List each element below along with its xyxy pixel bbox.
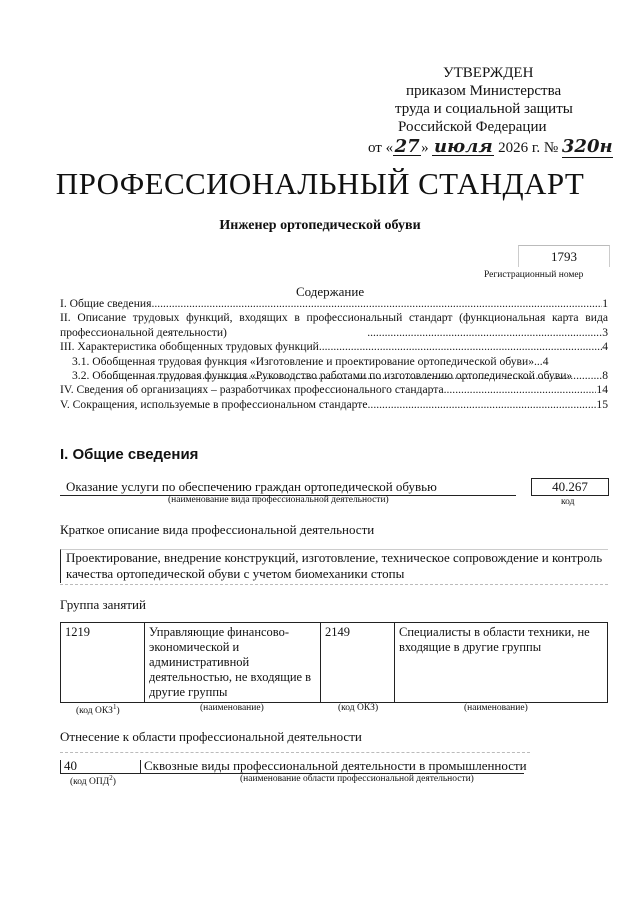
activity-code: 40.267 — [531, 478, 609, 496]
table-of-contents — [60, 297, 608, 412]
code-caption: код — [561, 497, 575, 507]
toc-item-label: IV. Сведения об организациях – разработчиках профессионального стандарта — [60, 383, 444, 397]
okz-name-caption-1: (наименование) — [200, 703, 264, 713]
order-number: 320н — [561, 136, 613, 157]
toc-item-5 — [60, 398, 608, 412]
date-year: 2026 г. № — [498, 140, 559, 156]
date-month: июля — [434, 136, 493, 157]
toc-item-4 — [60, 383, 608, 397]
toc-item-label: V. Сокращения, используемые в профессиональном стандарте — [60, 397, 368, 411]
area-name-caption: (наименование области профессиональной деятельности) — [240, 774, 474, 784]
registration-label: Регистрационный номер — [484, 270, 584, 280]
brief-description-box — [60, 549, 608, 583]
table-row — [61, 623, 608, 703]
date-prefix: от « — [368, 140, 394, 156]
toc-item-label: 3.1. Обобщенная трудовая функция «Изготовление и проектирование ортопедической обуви» — [72, 354, 534, 368]
approved-label: УТВЕРЖДЕН — [443, 65, 534, 81]
toc-item-3-1: 3.1. Обобщенная трудовая функция «Изготовление и проектирование ортопедической обуви» ... 4 — [72, 354, 549, 368]
okz-name-caption-2: (наименование) — [464, 703, 528, 713]
group-title: Группа занятий — [60, 597, 146, 612]
activity-caption: (наименование вида профессиональной деятельности) — [168, 495, 389, 505]
area-name: Сквозные виды профессиональной деятельности в промышленности — [144, 758, 527, 773]
toc-item-label: I. Общие сведения — [60, 297, 152, 310]
toc-item-page: 1 — [602, 297, 608, 310]
okz-code-1: 1219 — [61, 623, 145, 703]
area-title: Отнесение к области профессиональной деятельности — [60, 729, 362, 744]
toc-item-3 — [60, 340, 608, 354]
area-code: 40 — [64, 758, 77, 773]
approval-date-line — [368, 138, 613, 158]
activity-name: Оказание услуги по обеспечению граждан ортопедической обувью — [66, 479, 437, 494]
toc-item-page: 15 — [596, 397, 608, 411]
toc-item-1 — [60, 297, 608, 311]
toc-item-page: 3 — [602, 325, 608, 339]
okz-code-caption-1: (код ОКЗ$^1$) — [76, 703, 120, 717]
approval-line-3: Российской Федерации — [398, 119, 547, 135]
okz-code-2: 2149 — [321, 623, 395, 703]
toc-item-page: 8 — [602, 369, 608, 383]
registration-number: 1793 — [518, 245, 610, 267]
okz-code-caption-2: (код ОКЗ) — [338, 703, 379, 713]
toc-item-label: III. Характеристика обобщенных трудовых функций — [60, 340, 319, 354]
brief-description-title: Краткое описание вида профессиональной деятельности — [60, 522, 375, 537]
standard-subtitle: Инженер ортопедической обуви — [219, 218, 421, 233]
approval-line-1: приказом Министерства — [406, 83, 562, 99]
toc-item-page: 14 — [596, 383, 608, 397]
section-heading: I. Общие сведения — [60, 446, 199, 463]
okz-name-2: Специалисты в области техники, не входящие в другие группы — [395, 623, 608, 703]
approval-line-2: труда и социальной защиты — [395, 101, 573, 117]
toc-title: Содержание — [296, 284, 365, 299]
toc-item-label: II. Описание трудовых функций, входящих в профессиональный стандарт (функциональная карта вида профессиональной деятельности) — [60, 311, 608, 339]
toc-item-page: 4 — [542, 354, 549, 368]
occupation-group-table — [60, 622, 608, 703]
okz-name-1: Управляющие финансово-экономической и административной деятельностью, не входящие в другие группы — [145, 623, 321, 703]
area-code-caption: (код ОПД$^2$) — [70, 774, 116, 788]
document-title: ПРОФЕССИОНАЛЬНЫЙ СТАНДАРТ — [55, 166, 585, 201]
date-mid: » — [421, 140, 429, 156]
brief-description-text: Проектирование, внедрение конструкций, изготовление, техническое сопровождение и контроль качества ортопедической обуви с учетом биомеханики стопы — [66, 550, 603, 581]
toc-item-label: 3.2. Обобщенная трудовая функция «Руководство работами по изготовлению ортопедической обуви» — [72, 369, 573, 383]
date-day: 27 — [394, 136, 420, 157]
toc-item-page: 4 — [602, 340, 608, 354]
